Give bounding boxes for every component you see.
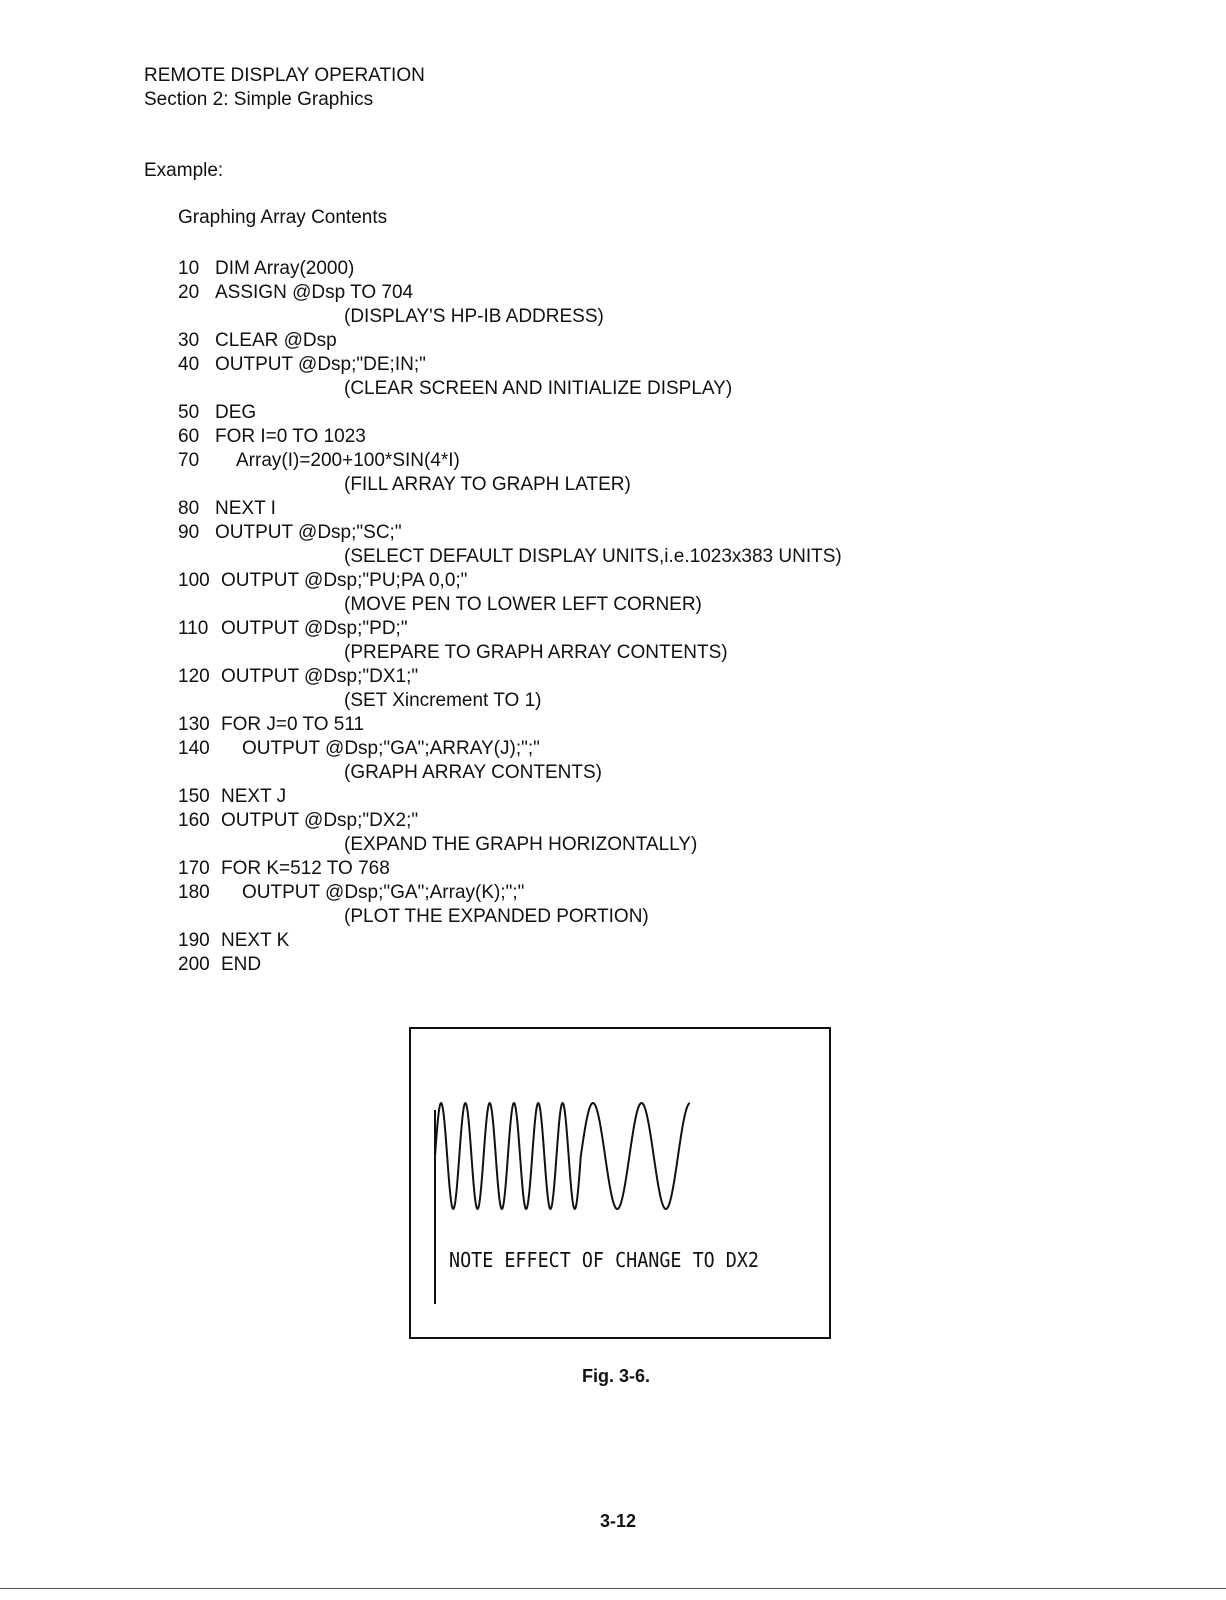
figure-note: NOTE EFFECT OF CHANGE TO DX2	[449, 1248, 759, 1272]
code-comment: (MOVE PEN TO LOWER LEFT CORNER)	[344, 594, 702, 615]
line-number: 120	[178, 666, 210, 687]
code-comment: (CLEAR SCREEN AND INITIALIZE DISPLAY)	[344, 378, 733, 399]
code-statement: FOR K=512 TO 768	[221, 858, 390, 879]
line-number: 40	[178, 354, 200, 375]
code-statement: NEXT J	[221, 786, 287, 807]
code-comment: (PLOT THE EXPANDED PORTION)	[344, 906, 649, 927]
line-number: 180	[178, 882, 210, 903]
example-subtitle: Graphing Array Contents	[178, 207, 388, 228]
code-statement: OUTPUT @Dsp;"PD;"	[221, 618, 408, 639]
line-number: 70	[178, 450, 200, 471]
code-statement: FOR J=0 TO 511	[221, 714, 365, 735]
line-number: 140	[178, 738, 210, 759]
code-statement: FOR I=0 TO 1023	[215, 426, 366, 447]
page-header	[144, 64, 425, 112]
code-comment: (EXPAND THE GRAPH HORIZONTALLY)	[344, 834, 698, 855]
line-number: 190	[178, 930, 210, 951]
sine-wave-trace	[435, 1103, 690, 1209]
code-statement: OUTPUT @Dsp;"SC;"	[215, 522, 402, 543]
page-number: 3-12	[600, 1511, 637, 1531]
code-statement: DIM Array(2000)	[215, 258, 355, 279]
document-title: REMOTE DISPLAY OPERATION	[144, 65, 425, 86]
code-statement: OUTPUT @Dsp;"DX2;"	[221, 810, 419, 831]
code-comment: (PREPARE TO GRAPH ARRAY CONTENTS)	[344, 642, 728, 663]
figure-graph	[411, 1029, 829, 1337]
code-statement: OUTPUT @Dsp;"GA";ARRAY(J);";"	[242, 738, 540, 759]
code-statement: END	[221, 954, 262, 975]
code-statement: ASSIGN @Dsp TO 704	[215, 282, 414, 303]
line-number: 200	[178, 954, 210, 975]
line-number: 130	[178, 714, 210, 735]
line-number: 80	[178, 498, 200, 519]
code-comment: (DISPLAY'S HP-IB ADDRESS)	[344, 306, 604, 327]
line-number: 60	[178, 426, 200, 447]
section-title: Section 2: Simple Graphics	[144, 89, 374, 110]
code-comment: (FILL ARRAY TO GRAPH LATER)	[344, 474, 631, 495]
line-number: 90	[178, 522, 200, 543]
code-comment: (GRAPH ARRAY CONTENTS)	[344, 762, 602, 783]
code-statement: OUTPUT @Dsp;"PU;PA 0,0;"	[221, 570, 468, 591]
line-number: 170	[178, 858, 210, 879]
figure-display	[409, 1027, 831, 1339]
code-statement: OUTPUT @Dsp;"DE;IN;"	[215, 354, 426, 375]
line-number: 50	[178, 402, 200, 423]
code-statement: OUTPUT @Dsp;"DX1;"	[221, 666, 419, 687]
line-number: 150	[178, 786, 210, 807]
code-statement: NEXT K	[221, 930, 290, 951]
figure-caption: Fig. 3-6.	[582, 1366, 651, 1386]
code-comment: (SET Xincrement TO 1)	[344, 690, 542, 711]
example-label: Example:	[144, 160, 224, 181]
code-statement: NEXT I	[215, 498, 276, 519]
line-number: 20	[178, 282, 200, 303]
code-statement: Array(I)=200+100*SIN(4*I)	[236, 450, 460, 471]
line-number: 100	[178, 570, 210, 591]
code-comment: (SELECT DEFAULT DISPLAY UNITS,i.e.1023x383 UNITS)	[344, 546, 842, 567]
code-statement: DEG	[215, 402, 257, 423]
code-statement: OUTPUT @Dsp;"GA";Array(K);";"	[242, 882, 525, 903]
code-statement: CLEAR @Dsp	[215, 330, 337, 351]
line-number: 30	[178, 330, 200, 351]
line-number: 10	[178, 258, 200, 279]
bottom-rule	[0, 1588, 1226, 1589]
line-number: 160	[178, 810, 210, 831]
line-number: 110	[178, 618, 209, 639]
